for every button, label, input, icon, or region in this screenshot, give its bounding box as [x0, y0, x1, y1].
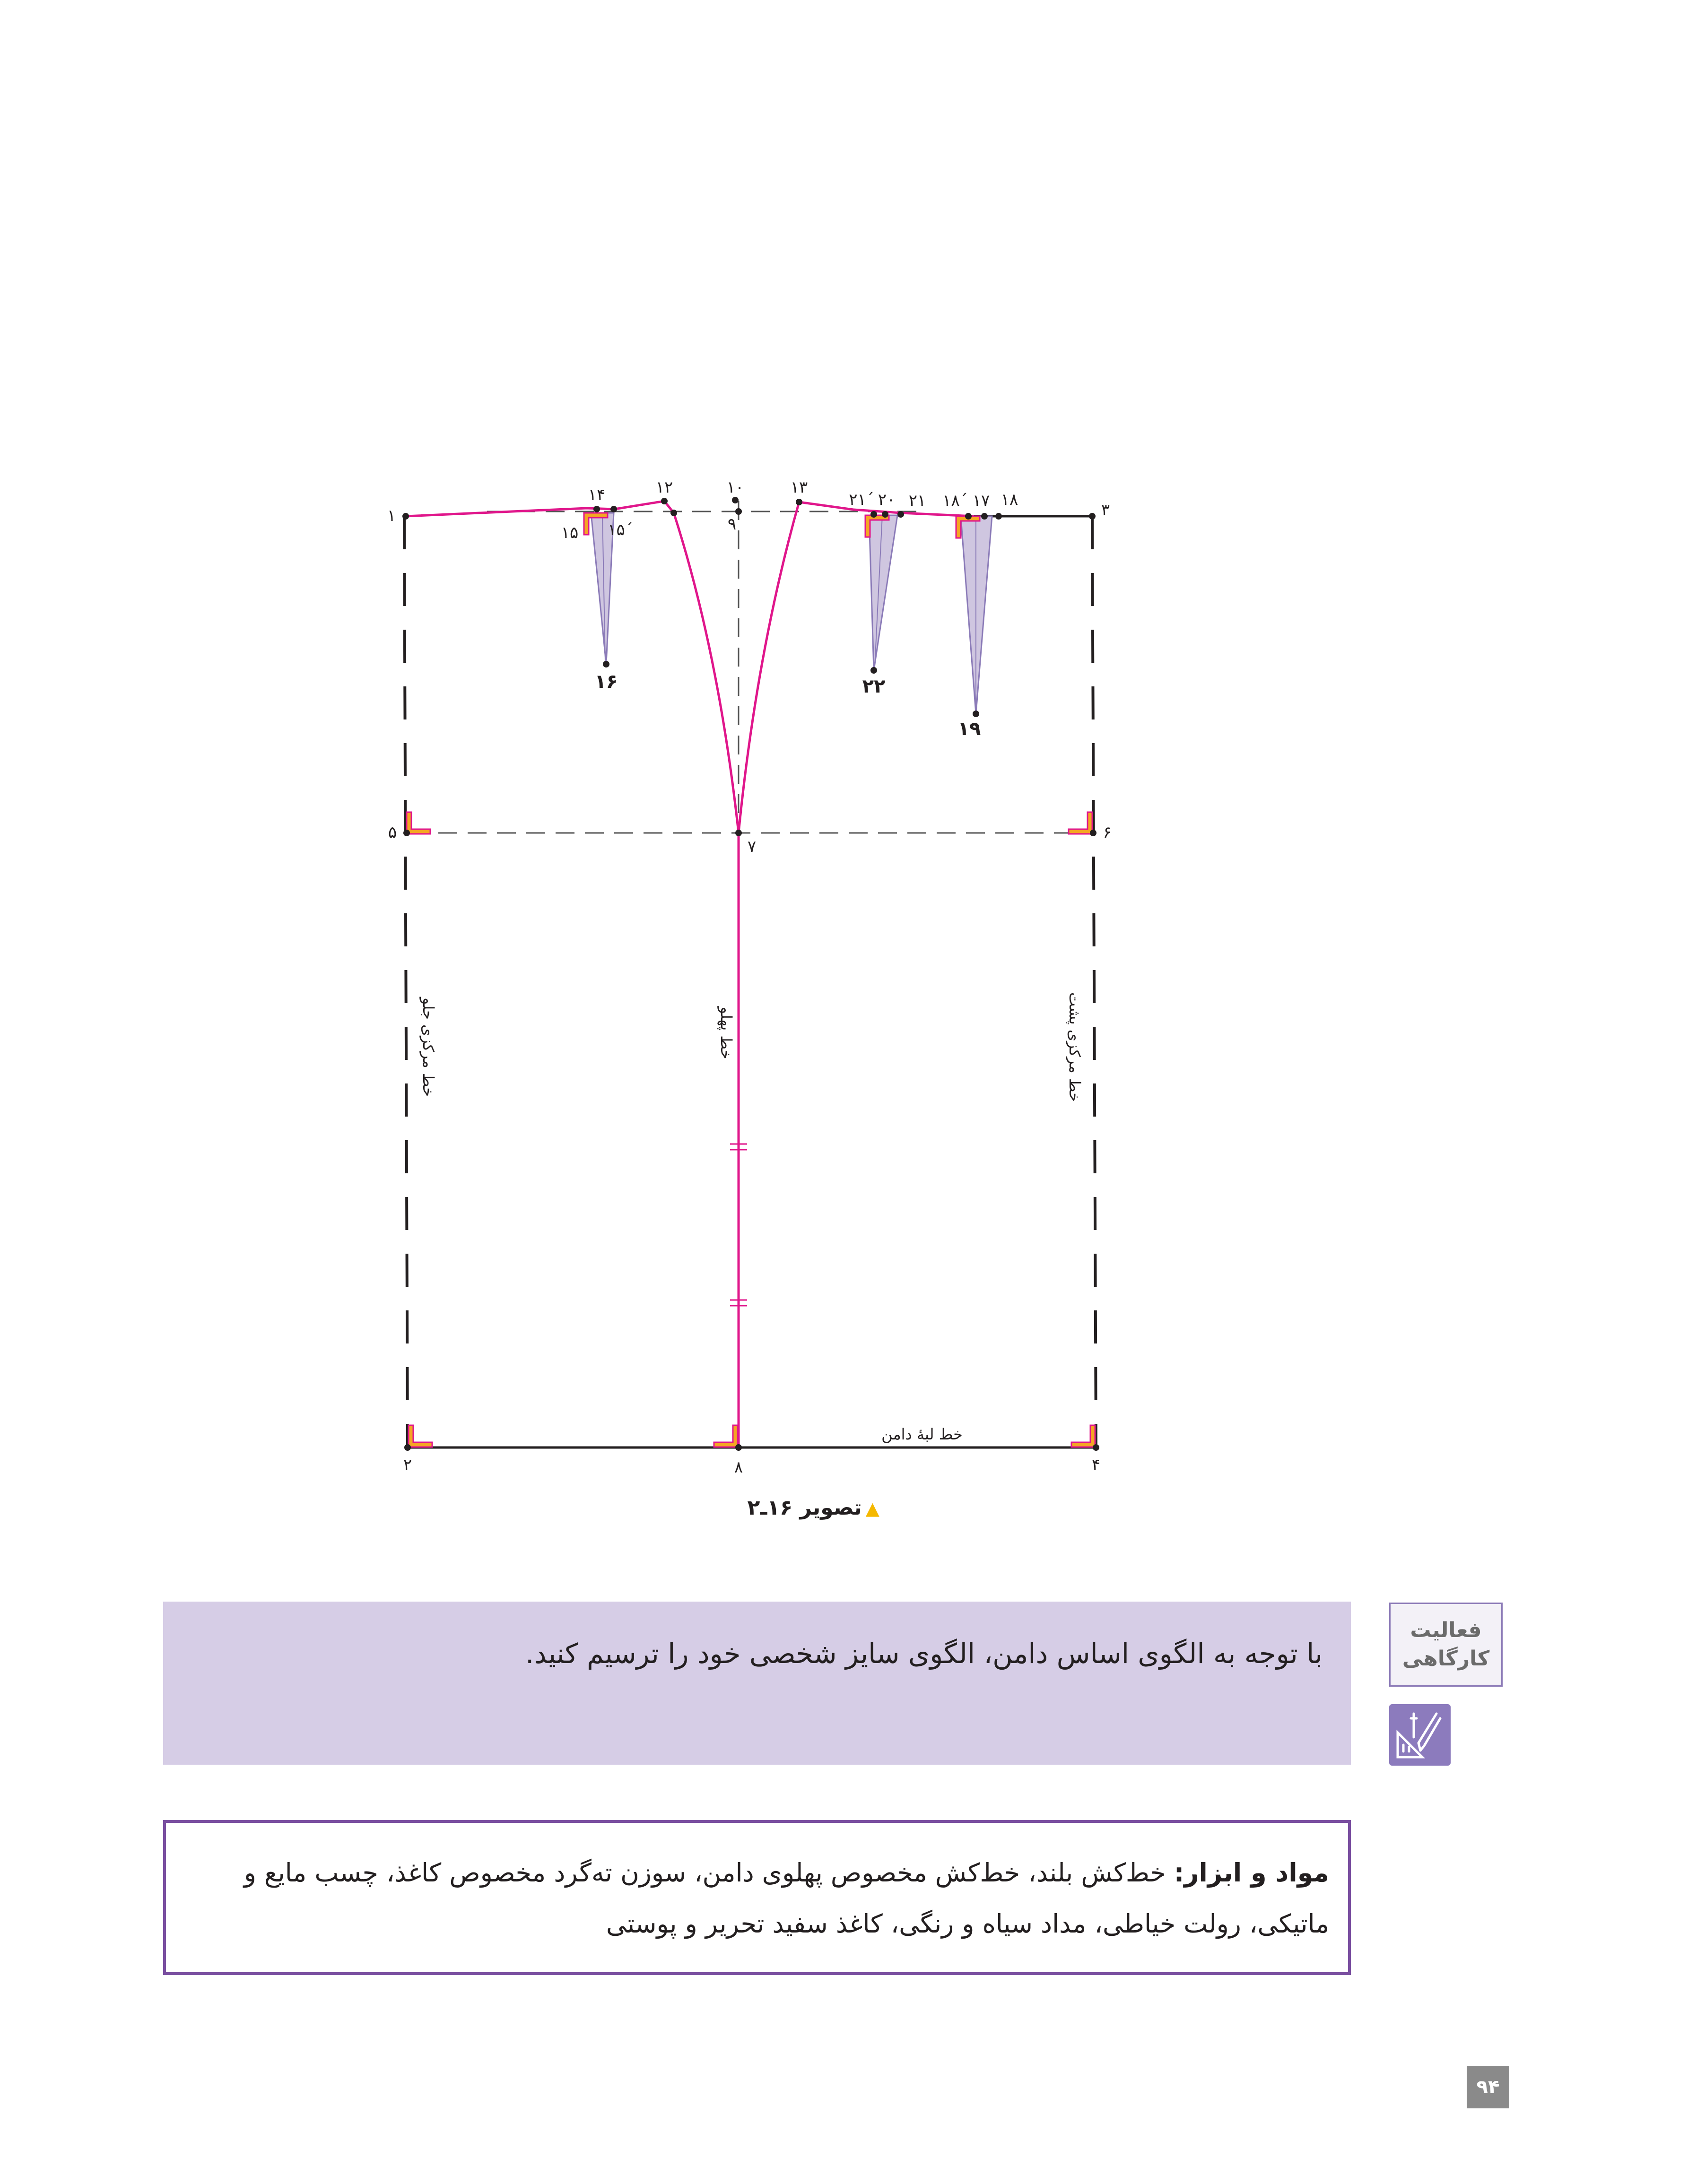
figure-caption	[615, 1489, 879, 1527]
label-p9: ۹	[727, 515, 737, 534]
label-p16: ۱۶	[594, 671, 618, 693]
materials-list: خط‌کش بلند، خط‌کش مخصوص پهلوی دامن، سوزن ته‌گرد مخصوص کاغذ، چسب مایع و ماتیکی، رولت خیاطی، مداد سیاه و رنگی، کاغذ سفید تحریر و پوستی	[244, 1858, 1329, 1939]
dart-back-1	[869, 515, 897, 670]
page-number: ۹۴	[1467, 2066, 1509, 2108]
label-p10: ۱۰	[726, 478, 744, 497]
activity-badge-line1: فعالیت	[1410, 1618, 1482, 1642]
back-center-line	[1092, 516, 1096, 1447]
dart-back-2	[961, 516, 992, 714]
materials-box	[163, 1820, 1351, 1975]
caption-triangle-icon: ▲	[865, 1498, 879, 1519]
front-side-curve	[674, 513, 739, 833]
back-side-curve	[739, 502, 799, 833]
activity-box	[163, 1602, 1351, 1765]
label-p21b: ۲۱΄	[849, 490, 874, 509]
label-p5: ۵	[388, 823, 397, 842]
activity-badge	[1389, 1603, 1503, 1687]
pattern-points	[402, 497, 1099, 1451]
label-p3: ۳	[1101, 501, 1110, 520]
side-line-label: خط پهلو	[717, 1006, 735, 1059]
front-center-label: خط مرکزی جلو	[419, 997, 437, 1097]
back-center-label: خط مرکزی پشت	[1066, 992, 1084, 1102]
caption-text: تصویر ۱۶ـ۲	[747, 1496, 862, 1520]
label-p7: ۷	[747, 837, 757, 856]
front-waist-line	[406, 501, 674, 516]
materials-title: مواد و ابزار:	[1174, 1858, 1329, 1888]
label-p14: ۱۴	[588, 485, 606, 504]
label-p13: ۱۳	[790, 478, 808, 497]
front-center-line	[404, 516, 408, 1447]
label-p21: ۲۱	[908, 491, 926, 510]
label-p6: ۶	[1103, 823, 1112, 842]
label-p1: ۱	[387, 506, 396, 525]
label-p12: ۱۲	[655, 478, 673, 497]
ruler-pencil-icon	[1389, 1704, 1451, 1766]
label-p18b: ۱۸΄	[942, 491, 968, 510]
label-p4: ۴	[1091, 1456, 1101, 1474]
label-p19: ۱۹	[957, 718, 981, 740]
activity-text: با توجه به الگوی اساس دامن، الگوی سایز شخصی خود را ترسیم کنید.	[525, 1638, 1323, 1670]
activity-badge-line2: کارگاهی	[1402, 1647, 1490, 1671]
label-p22: ۲۲	[862, 676, 886, 697]
label-p2: ۲	[403, 1456, 412, 1474]
hem-line-label: خط لبهٔ دامن	[881, 1425, 963, 1443]
label-p15b: ۱۵΄	[608, 520, 633, 539]
corner-marks	[407, 513, 1095, 1447]
label-p15: ۱۵	[561, 523, 579, 542]
label-p8: ۸	[734, 1458, 743, 1477]
label-p18: ۱۸	[1001, 490, 1018, 509]
label-p17: ۱۷	[972, 491, 990, 510]
label-p20: ۲۰	[878, 490, 896, 509]
materials-text	[185, 1847, 1329, 1950]
